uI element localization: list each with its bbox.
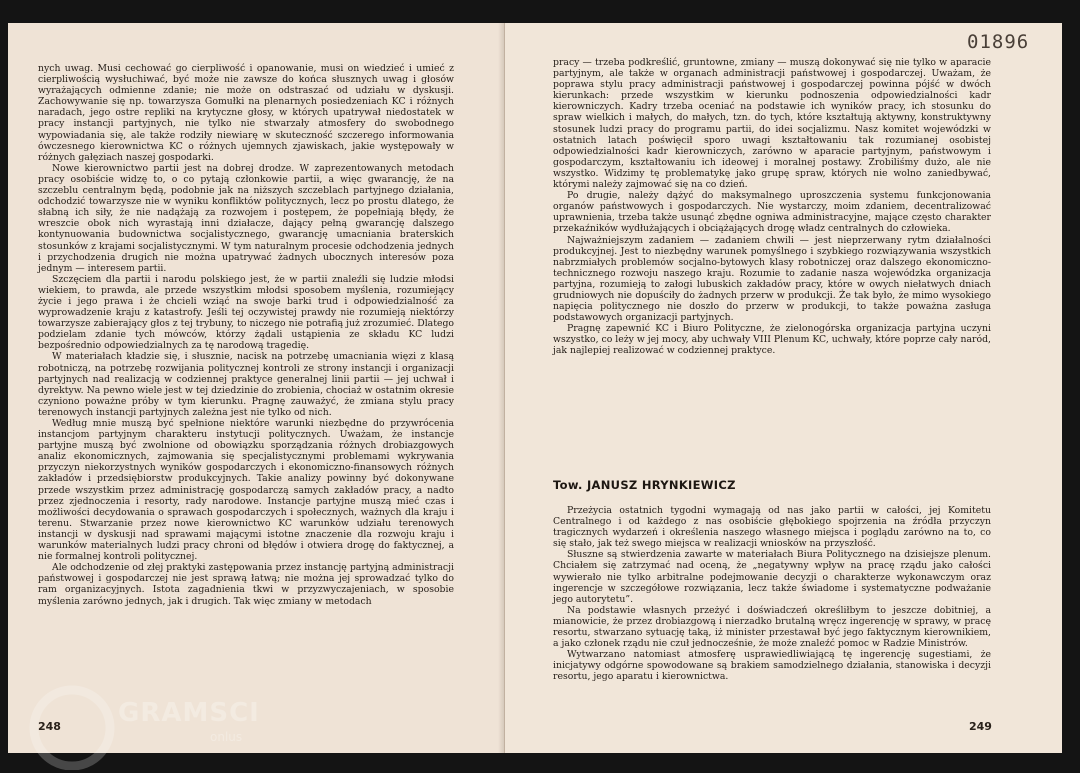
paragraph: nych uwag. Musi cechować go cierpliwość i opanowanie, musi on wiedzieć i umieć z cierpliwością wysłuchiwać, być może nie zawsze do końca słusznych uwag i głosów wyrażających odmienne zdanie; nie może on odstraszać od udziału w dyskusji. Zachowywanie się np. towarzysza Gomułki na plenarnych posiedzeniach KC i różnych naradach, jego ostre repliki na krytyczne głosy, w których upatrywał niedostatek w pracy instancji partyjnych, nie tylko nie stwarzały atmosfery do swobodnego wypowiadania się, ale także rodziły niewiarę w skuteczność szczerego informowania ówczesnego kierownictwa KC o różnych ujemnych zjawiskach, jakie występowały w różnych gałęziach naszej gospodarki.	[38, 63, 454, 163]
paragraph: Nowe kierownictwo partii jest na dobrej drodze. W zaprezentowanych metodach pracy osobiście widzę to, o co pytają członkowie partii, a więc gwarancję, że na szczeblu centralnym będą, podobnie jak na niższych szczeblach partyjnego działania, odchodzić towarzysze nie w wyniku konfliktów politycznych, lecz po prostu dlatego, że słabną ich siły, że nie nadążają za rozwojem i postępem, że popełniają błędy, że wreszcie obok nich wyrastają inni działacze, dający pełną gwarancję dalszego kontynuowania budownictwa socjalistycznego, gwarancję umacniania braterskich stosunków z krajami socjalistycznymi. W tym naturalnym procesie odchodzenia jednych i przychodzenia drugich nie można upatrywać żadnych ubocznych interesów poza jednym — interesem partii.	[38, 162, 454, 274]
paragraph: Przeżycia ostatnich tygodni wymagają od nas jako partii w całości, jej Komitetu Centralnego i od każdego z nas osobiście głębokiego spojrzenia na źródła przyczyn tragicznych wydarzeń i określenia naszego własnego miejsca i poglądu zarówno na to, co się stało, jak też swego miejsca w realizacji wniosków na przyszłość.	[553, 505, 991, 550]
paragraph: Ale odchodzenie od złej praktyki zastępowania przez instancję partyjną administracji państwowej i gospodarczej nie jest sprawą łatwą; nie można jej sprowadzać tylko do ram organizacyjnych. Istota zagadnienia tkwi w przyzwyczajeniach, w sposobie myślenia zarówno jednych, jak i drugich. Tak więc zmiany w metodach	[38, 562, 454, 607]
paragraph: Na podstawie własnych przeżyć i doświadczeń określiłbym to jeszcze dobitniej, a mianowicie, że przez drobiazgową i nierzadko brutalną wręcz ingerencję w sprawy, w pracę resortu, stwarzano sytuację taką, iż minister przestawał być jego faktycznym kierownikiem, a jako członek rządu nie czuł jednocześnie, że może znaleźć pomoc w Radzie Ministrów.	[553, 604, 991, 650]
left-page	[8, 23, 505, 753]
paragraph: pracy — trzeba podkreślić, gruntowne, zmiany — muszą dokonywać się nie tylko w aparacie partyjnym, ale także w organach administracji państwowej i gospodarczej. Uważam, że poprawa stylu pracy administracji państwowej i gospodarczej powinna pójść w dwóch kierunkach: przede wszystkim w kierunku podnoszenia odpowiedzialności kadr kierowniczych. Kadry trzeba oceniać na podstawie ich wyników pracy, ich stosunku do spraw wielkich i małych, do małych, tzn. do tych, które kształtują aktywny, konstruktywny stosunek ludzi pracy do programu partii, do idei socjalizmu. Nasz komitet wojewódzki w ostatnich latach poświęcił sporo uwagi kształtowaniu tak rozumianej osobistej odpowiedzialności kadr kierowniczych, zarówno w aparacie partyjnym, państwowym i gospodarczym, kształtowaniu ich ideowej i moralnej postawy. Zrobiliśmy dużo, ale nie wszystko. Widzimy tę problematykę jako grupę spraw, których nie wolno zaniedbywać, którymi należy zajmować się na co dzień.	[553, 57, 991, 191]
paragraph: Wytwarzano natomiast atmosferę usprawiedliwiającą tę ingerencję sugestiami, że inicjatywy odgórne spowodowane są brakiem samodzielnego działania, stanowiska i decyzji resortu, jego aparatu i kierownictwa.	[553, 649, 991, 683]
paragraph: Słuszne są stwierdzenia zawarte w materiałach Biura Politycznego na dzisiejsze plenum. Chciałem się zatrzymać nad oceną, że „negatywny wpływ na pracę rządu jako całości wywierało nie tylko arbitralne podejmowanie decyzji o charakterze wykonawczym oraz ingerencje w szczegółowe rozwiązania, lecz także świadome i systematyczne podważanie jego autorytetu”.	[553, 549, 991, 605]
right-page-text-top	[553, 57, 991, 357]
paragraph: Po drugie, należy dążyć do maksymalnego uproszczenia systemu funkcjonowania organów państwowych i gospodarczych. Nie wystarczy, moim zdaniem, decentralizować uprawnienia, trzeba także usunąć zbędne ogniwa administracyjne, mające często charakter przekaźników wydłużających i obciążających drogę władz centralnych do człowieka.	[553, 190, 991, 235]
right-page-text-bottom	[553, 505, 991, 683]
right-page-number: 249	[969, 720, 992, 733]
document-number-stamp: 01896	[967, 31, 1030, 53]
watermark-text: GRAMSCI	[118, 698, 260, 728]
watermark-logo	[0, 660, 280, 770]
right-page	[505, 23, 1062, 753]
speaker-heading: Tow. JANUSZ HRYNKIEWICZ	[553, 478, 736, 492]
paragraph: W materiałach kładzie się, i słusznie, nacisk na potrzebę umacniania więzi z klasą robotniczą, na potrzebę rozwijania politycznej kontroli ze strony instancji i organizacji partyjnych nad realizacją w codziennej praktyce generalnej linii partii — jej uchwał i dyrektyw. Na pewno wiele jest w tej dziedzinie do zrobienia, chociaż w ostatnim okresie czyniono poważne próby w tym kierunku. Pragnę zauważyć, że zmiana stylu pracy terenowych instancji partyjnych zależna jest nie tylko od nich.	[38, 351, 454, 418]
watermark-subtext: onlus	[210, 730, 243, 744]
left-page-text	[38, 63, 454, 607]
left-page-number: 248	[38, 720, 61, 733]
paragraph: Pragnę zapewnić KC i Biuro Polityczne, że zielonogórska organizacja partyjna uczyni wszystko, co leży w jej mocy, aby uchwały VIII Plenum KC, uchwały, które poprze cały naród, jak najlepiej realizować w codziennej praktyce.	[553, 323, 991, 357]
paragraph: Według mnie muszą być spełnione niektóre warunki niezbędne do przywrócenia instancjom partyjnym charakteru instytucji politycznych. Uważam, że instancje partyjne muszą być zwolnione od obowiązku sporządzania różnych drobiazgowych analiz ekonomicznych, zajmowania się specjalistycznymi problemami wykrywania przyczyn niekorzystnych wyników gospodarczych i ekonomiczno-finansowych różnych zakładów i przedsiębiorstw produkcyjnych. Takie analizy powinny być dokonywane przede wszystkim przez administrację gospodarczą samych zakładów pracy, a nadto przez zjednoczenia i resorty, rady narodowe. Instancje partyjne muszą mieć czas i możliwości decydowania o sprawach gospodarczych i społecznych, ważnych dla kraju i terenu. Stwarzanie przez nowe kierownictwo KC warunków udziału terenowych instancji w dyskusji nad sprawami mającymi istotne znaczenie dla rozwoju kraju i warunków materialnych ludzi pracy chroni od błędów i otwiera drogę do faktycznej, a nie formalnej kontroli politycznej.	[38, 418, 454, 563]
paragraph: Szczęciem dla partii i narodu polskiego jest, że w partii znaleźli się ludzie młodsi wiekiem, to prawda, ale przede wszystkim młodsi sposobem myślenia, rozumiejący życie i jego prawa i że chcieli wziąć na swoje barki trud i odpowiedzialność za wyprowadzenie kraju z katastrofy. Jeśli tej oczywistej prawdy nie rozumieją niektórzy towarzysze zabierający głos z tej trybuny, to niczego nie potrafią już zrozumieć. Dlatego podzielam zdanie tych mówców, którzy żądali ustąpienia ze składu KC ludzi bezpośrednio odpowiedzialnych za tę narodową tragedię.	[38, 273, 454, 352]
paragraph: Najważniejszym zadaniem — zadaniem chwili — jest nieprzerwany rytm działalności produkcyjnej. Jest to niezbędny warunek pomyślnego i szybkiego rozwiązywania wszystkich nabrzmiałych problemów socjalno-bytowych klasy robotniczej oraz dalszego ekonomiczno-technicznego rozwoju naszego kraju. Rozumie to zadanie nasza wojewódzka organizacja partyjna, rozumieją to załogi lubuskich zakładów pracy, które w owych niełatwych dniach grudniowych nie dopuściły do żadnych przerw w produkcji. Że tak było, że mimo wysokiego napięcia politycznego nie doszło do przerw w produkcji, to także poważna zasługa podstawowych organizacji partyjnych.	[553, 234, 991, 324]
